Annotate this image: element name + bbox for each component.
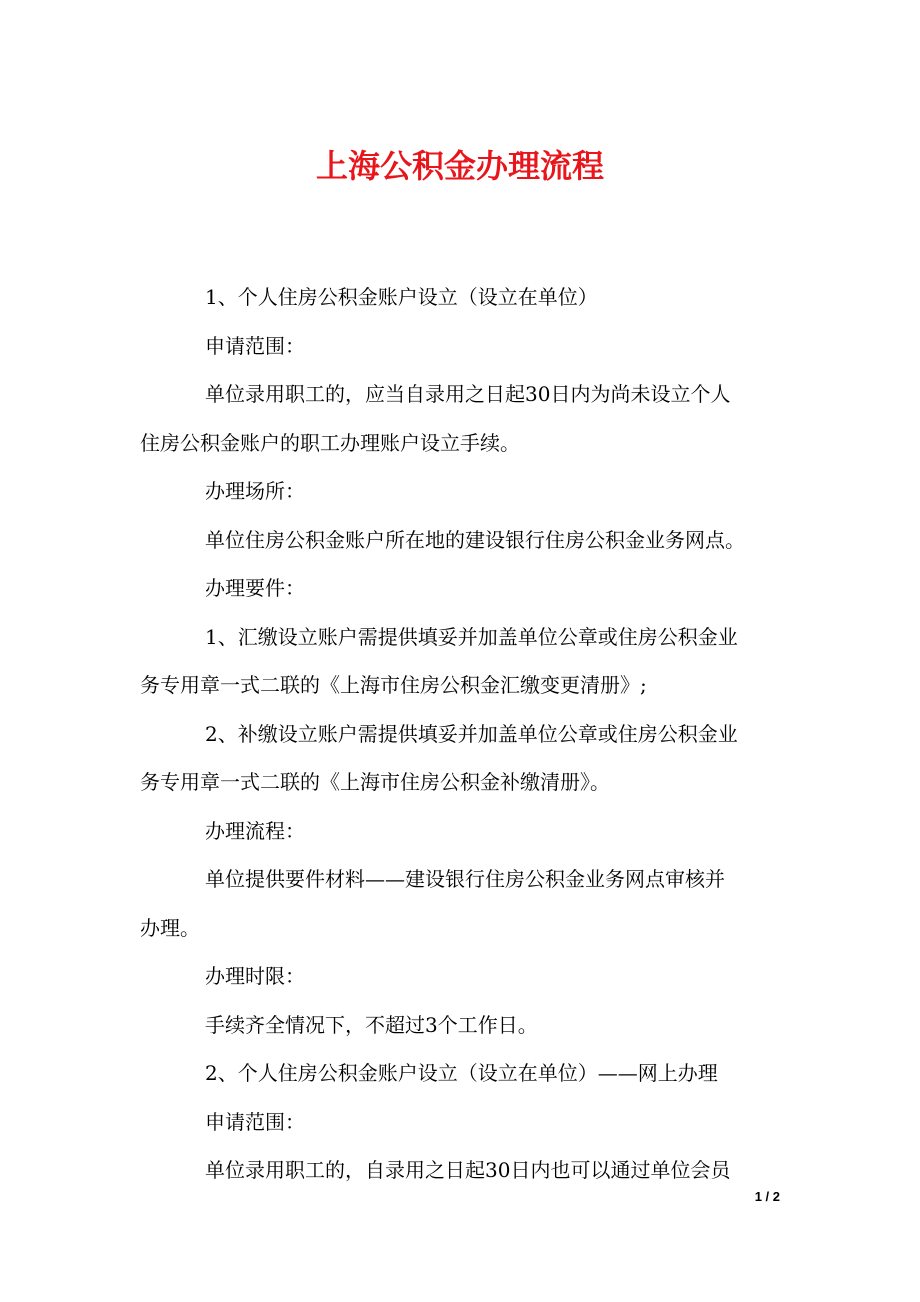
page-number: 1 / 2 (754, 1189, 780, 1204)
section-label-requirements: 办理要件： (205, 576, 305, 600)
paragraph-line: 单位录用职工的，自录用之日起30日内也可以通过单位会员 (205, 1158, 731, 1182)
section-label-time-limit: 办理时限： (205, 964, 305, 988)
document-body (140, 273, 790, 1195)
section-label-location: 办理场所： (205, 479, 305, 503)
paragraph-line: 办理。 (140, 915, 200, 940)
paragraph-line: 单位录用职工的，应当自录用之日起30日内为尚未设立个人 (205, 382, 731, 406)
heading-item-1: 1、个人住房公积金账户设立（设立在单位） (205, 285, 598, 309)
heading-item-2: 2、个人住房公积金账户设立（设立在单位）——网上办理 (205, 1061, 718, 1085)
paragraph-line: 住房公积金账户的职工办理账户设立手续。 (140, 430, 520, 455)
paragraph-line: 务专用章一式二联的《上海市住房公积金补缴清册》。 (140, 770, 610, 794)
paragraph-line: 单位提供要件材料——建设银行住房公积金业务网点审核并 (205, 867, 725, 891)
paragraph-line: 单位住房公积金账户所在地的建设银行住房公积金业务网点。 (205, 527, 745, 552)
paragraph-line: 手续齐全情况下，不超过3个工作日。 (205, 1012, 538, 1037)
paragraph-line: 务专用章一式二联的《上海市住房公积金汇缴变更清册》; (140, 673, 647, 697)
paragraph-line: 1、汇缴设立账户需提供填妥并加盖单位公章或住房公积金业 (205, 624, 738, 649)
section-label-process: 办理流程： (205, 818, 305, 843)
paragraph-line: 2、补缴设立账户需提供填妥并加盖单位公章或住房公积金业 (205, 721, 738, 746)
section-label-scope: 申请范围： (205, 1109, 305, 1134)
section-label-scope: 申请范围： (205, 333, 305, 358)
document-title: 上海公积金办理流程 (315, 147, 604, 185)
